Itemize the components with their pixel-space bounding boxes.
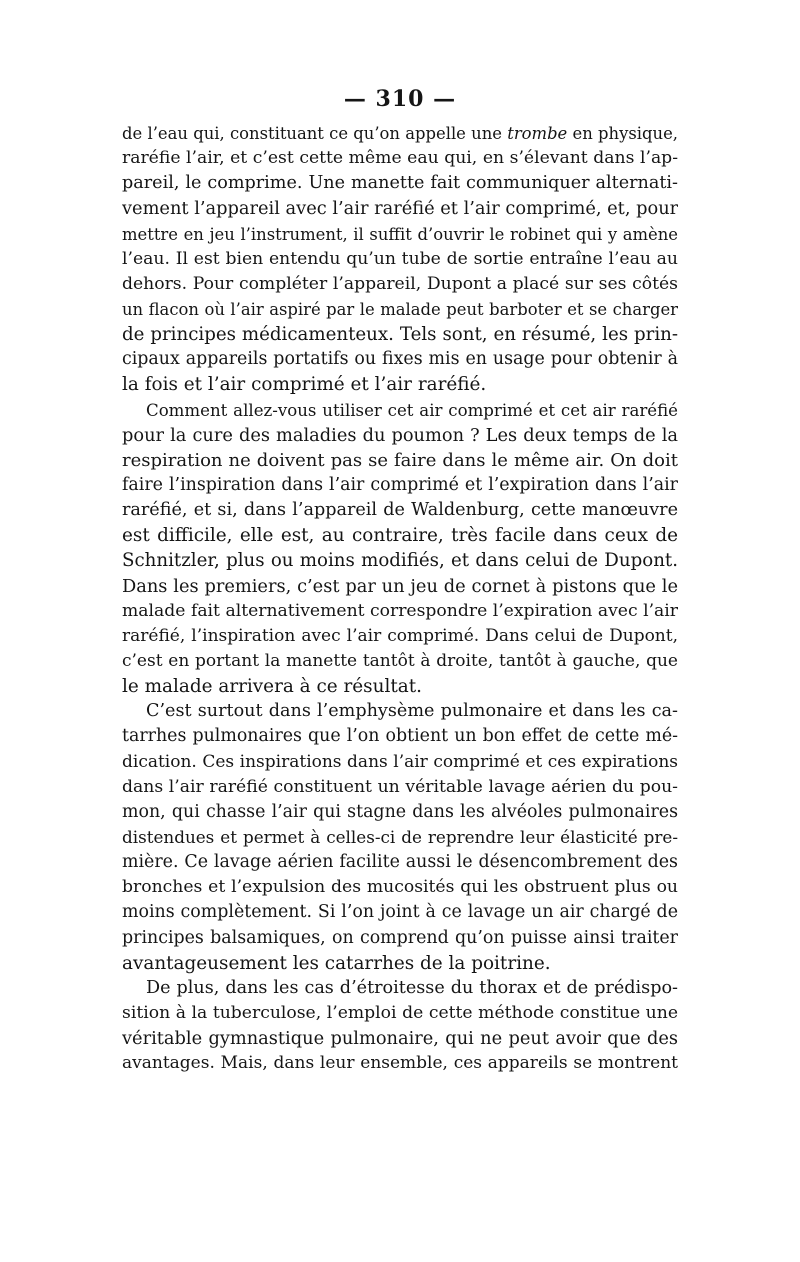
text-line: pareil, le comprime. Une manette fait communiquer alternati- (122, 173, 678, 194)
text-line: l’eau. Il est bien entendu qu’un tube de sortie entraîne l’eau au (122, 248, 678, 269)
text-line: respiration ne doivent pas se faire dans le même air. On doit (122, 449, 678, 471)
text-line: dans l’air raréfié constituent un véritable lavage aérien du pou- (122, 776, 678, 797)
text-line: faire l’inspiration dans l’air comprimé et l’expiration dans l’air (122, 474, 678, 495)
text-line: distendues et permet à celles-ci de reprendre leur élasticité pre- (122, 826, 678, 847)
text-line: est difficile, elle est, au contraire, très facile dans ceux de (122, 525, 678, 547)
text-segment: de l’eau qui, constituant ce qu’on appelle une (122, 124, 508, 143)
text-line: de principes médicamenteux. Tels sont, en résumé, les prin- (122, 324, 678, 346)
text-line: un flacon où l’air aspiré par le malade peut barboter et se charger (122, 299, 678, 319)
text-line: malade fait alternativement correspondre l’expiration avec l’air (122, 600, 678, 621)
text-line: véritable gymnastique pulmonaire, qui ne peut avoir que des (122, 1028, 678, 1050)
text-line: la fois et l’air comprimé et l’air raréfié. (122, 374, 487, 396)
text-line: moins complètement. Si l’on joint à ce lavage un air chargé de (122, 902, 678, 923)
text-line: bronches et l’expulsion des mucosités qui les obstruent plus ou (122, 877, 678, 898)
text-line: C’est surtout dans l’emphysème pulmonaire et dans les ca- (146, 701, 678, 722)
text-line: mettre en jeu l’instrument, il suffit d’ouvrir le robinet qui y amène (122, 224, 678, 244)
text-line: c’est en portant la manette tantôt à droite, tantôt à gauche, que (122, 650, 678, 671)
body-text (122, 121, 678, 1076)
text-line: De plus, dans les cas d’étroitesse du thorax et de prédispo- (146, 977, 678, 998)
text-line: dehors. Pour compléter l’appareil, Dupont a placé sur ses côtés (122, 273, 678, 294)
italic-term: trombe (507, 124, 568, 143)
text-line: mon, qui chasse l’air qui stagne dans les alvéoles pulmonaires (122, 801, 678, 822)
text-segment: en physique, (567, 124, 678, 143)
text-line: pour la cure des maladies du poumon ? Les deux temps de la (122, 424, 678, 446)
text-line: le malade arrivera à ce résultat. (122, 676, 422, 698)
text-line: cipaux appareils portatifs ou fixes mis en usage pour obtenir à (122, 349, 678, 370)
text-line: tarrhes pulmonaires que l’on obtient un bon effet de cette mé- (122, 726, 678, 747)
text-line: Schnitzler, plus ou moins modifiés, et dans celui de Dupont. (122, 550, 678, 572)
text-line: sition à la tuberculose, l’emploi de cette méthode constitue une (122, 1002, 678, 1023)
text-line: avantages. Mais, dans leur ensemble, ces appareils se montrent (122, 1053, 678, 1074)
text-line: avantageusement les catarrhes de la poitrine. (122, 952, 551, 974)
text-line: principes balsamiques, on comprend qu’on puisse ainsi traiter (122, 927, 678, 948)
text-line: dication. Ces inspirations dans l’air comprimé et ces expirations (122, 751, 678, 772)
text-line: raréfié, l’inspiration avec l’air comprimé. Dans celui de Dupont, (122, 625, 678, 646)
text-line: vement l’appareil avec l’air raréfié et l’air comprimé, et, pour (122, 198, 678, 220)
text-line: raréfié, et si, dans l’appareil de Waldenburg, cette manœuvre (122, 500, 678, 521)
text-line: Dans les premiers, c’est par un jeu de cornet à pistons que le (122, 575, 678, 597)
text-line (122, 121, 678, 146)
text-line: raréfie l’air, et c’est cette même eau qui, en s’élevant dans l’ap- (122, 148, 678, 169)
page-number: — 310 — (343, 86, 457, 112)
text-line: mière. Ce lavage aérien facilite aussi le désencombrement des (122, 852, 678, 873)
text-line: Comment allez-vous utiliser cet air comprimé et cet air raréfié (146, 400, 678, 420)
